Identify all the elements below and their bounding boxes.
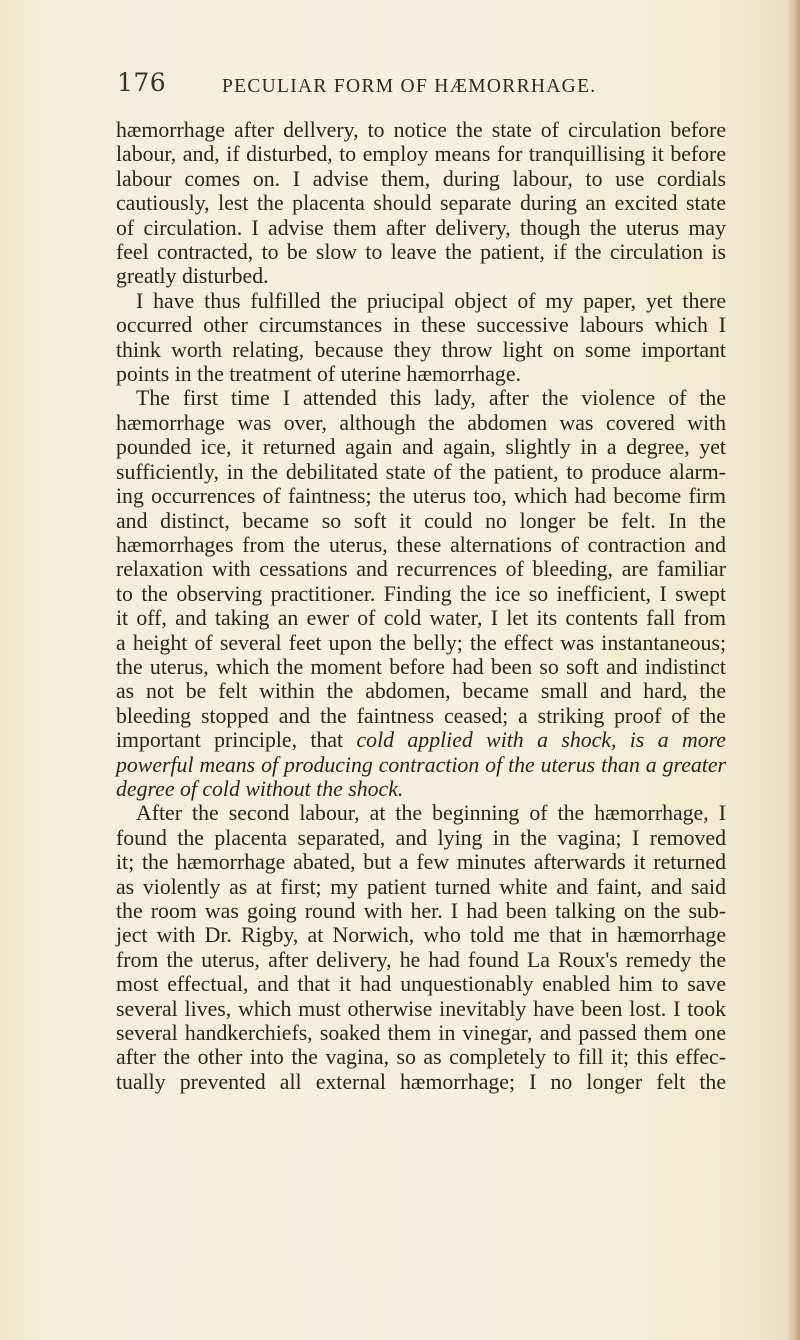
text-line: most effectual, and that it had unquestionably enabled him to save: [116, 972, 726, 997]
text-line: greatly disturbed.: [116, 264, 269, 289]
text-line-italic: [116, 777, 726, 801]
text-line: sufficiently, in the debilitated state of the patient, to produce alarm-: [116, 459, 726, 484]
plain-text: important principle, that: [116, 728, 344, 753]
text-line: after the other into the vagina, so as completely to fill it; this effec-: [116, 1045, 726, 1070]
text-line: ing occurrences of faintness; the uterus too, which had become firm: [116, 484, 726, 509]
text-line: hæmorrhage after dellvery, to notice the state of circulation before: [116, 118, 726, 142]
text-line: to the observing practitioner. Finding the ice so inefficient, I swept: [116, 581, 726, 606]
text-line: The first time I attended this lady, after the violence of the: [136, 386, 726, 411]
text-line: bleeding stopped and the faintness ceased; a striking proof of the: [116, 703, 726, 728]
text-line-italic: [116, 753, 726, 777]
text-line: think worth relating, because they throw light on some important: [116, 337, 726, 362]
text-line: cautiously, lest the placenta should separate during an excited state: [116, 191, 726, 216]
text-line: a height of several feet upon the belly; the effect was instantaneous;: [116, 630, 726, 655]
body-text: [116, 118, 726, 1094]
text-line: pounded ice, it returned again and again, slightly in a degree, yet: [116, 435, 726, 460]
text-line: hæmorrhage was over, although the abdomen was covered with: [116, 410, 726, 435]
text-line: as violently as at first; my patient turned white and faint, and said: [116, 874, 726, 899]
text-line: and distinct, became so soft it could no longer be felt. In the: [116, 508, 726, 533]
text-line: labour, and, if disturbed, to employ means for tranquillising it before: [116, 142, 726, 167]
text-line: from the uterus, after delivery, he had found La Roux's remedy the: [116, 947, 726, 972]
text-line: of circulation. I advise them after delivery, though the uterus may: [116, 215, 726, 240]
text-line: relaxation with cessations and recurrences of bleeding, are familiar: [116, 557, 726, 582]
italic-text: degree of cold without the shock.: [116, 776, 404, 801]
running-title: PECULIAR FORM OF HÆMORRHAGE.: [222, 76, 597, 97]
text-line: the room was going round with her. I had been talking on the sub-: [116, 899, 726, 923]
text-line: ject with Dr. Rigby, at Norwich, who told me that in hæmorrhage: [116, 923, 726, 948]
italic-text: powerful means of producing contraction of the uterus than a greater: [116, 752, 726, 777]
text-line: as not be felt within the abdomen, became small and hard, the: [116, 679, 726, 704]
page-number: 176: [117, 68, 167, 97]
text-line: occurred other circumstances in these successive labours which I: [116, 313, 726, 338]
text-line: several lives, which must otherwise inevitably have been lost. I took: [116, 996, 726, 1021]
text-line: After the second labour, at the beginning of the hæmorrhage, I: [136, 801, 726, 826]
text-line: points in the treatment of uterine hæmorrhage.: [116, 362, 521, 387]
text-line: labour comes on. I advise them, during labour, to use cordials: [116, 166, 726, 191]
text-line: found the placenta separated, and lying in the vagina; I removed: [116, 825, 726, 850]
text-line: it; the hæmorrhage abated, but a few minutes afterwards it returned: [116, 850, 726, 875]
text-line: feel contracted, to be slow to leave the patient, if the circulation is: [116, 240, 726, 265]
text-line: the uterus, which the moment before had been so soft and indistinct: [116, 654, 726, 679]
text-line: it off, and taking an ewer of cold water, I let its contents fall from: [116, 606, 726, 631]
text-line: hæmorrhages from the uterus, these alternations of contraction and: [116, 532, 726, 557]
text-line-mixed: [116, 728, 726, 752]
text-line: tually prevented all external hæmorrhage; I no longer felt the: [116, 1069, 726, 1094]
text-line: several handkerchiefs, soaked them in vinegar, and passed them one: [116, 1021, 726, 1046]
text-line: I have thus fulfilled the priucipal object of my paper, yet there: [136, 288, 726, 313]
italic-text: cold applied with a shock, is a more: [356, 728, 726, 753]
page-edge-shadow: [786, 0, 800, 1340]
page-header: [0, 68, 800, 108]
